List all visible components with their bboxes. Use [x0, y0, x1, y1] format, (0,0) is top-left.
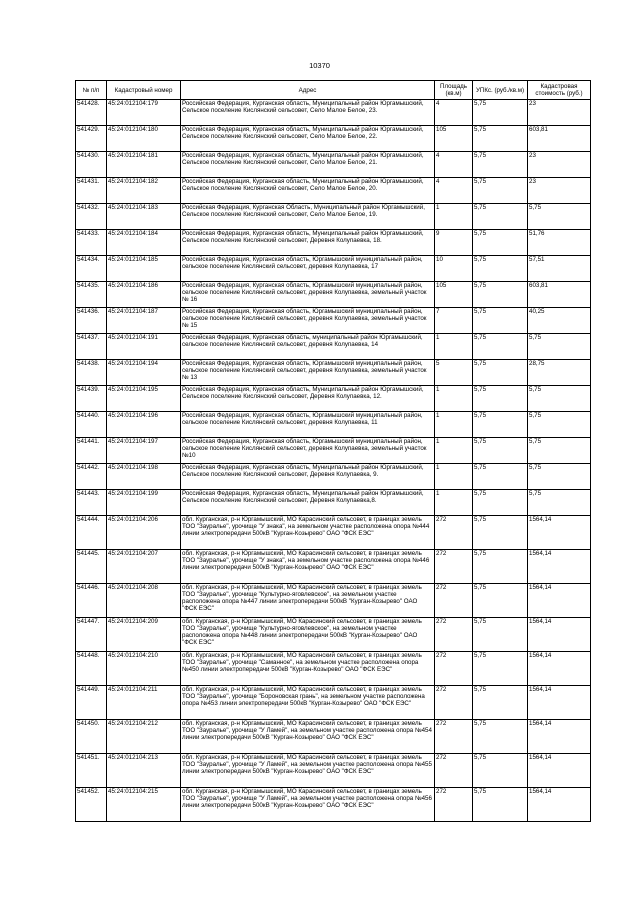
upks-cell: 5,75: [473, 618, 528, 652]
address-cell: Российская Федерация, Курганская область, Муниципальный район Юргамышский, Сельское поселение Кислянский сельсовет, Деревня Колупаевка, 12.: [181, 386, 435, 412]
cadastral-number-cell: 45:24:012104:179: [107, 100, 181, 126]
address-cell: Российская Федерация, Курганская область, муниципальный район Юргамышский, сельское поселение Кислянский сельсовет, деревня Колупаевка, 14: [181, 334, 435, 360]
upks-cell: 5,75: [473, 464, 528, 490]
table-row: [76, 256, 591, 282]
table-row: [76, 282, 591, 308]
table-body: [76, 100, 591, 822]
cadastral-value-cell: 1564,14: [528, 652, 591, 686]
upks-cell: 5,75: [473, 720, 528, 754]
table-row: [76, 334, 591, 360]
cadastral-number-cell: 45:24:012104:191: [107, 334, 181, 360]
cadastral-value-cell: 1564,14: [528, 788, 591, 822]
cadastral-number-cell: 45:24:012104:212: [107, 720, 181, 754]
table-row: [76, 386, 591, 412]
table-row: [76, 204, 591, 230]
table-row: [76, 618, 591, 652]
area-cell: 1: [435, 412, 473, 438]
table-row: [76, 788, 591, 822]
cadastral-value-cell: 23: [528, 100, 591, 126]
address-cell: обл. Курганская, р-н Юргамышский, МО Карасинский сельсовет, в границах земель ТОО "Зауралье", урочище "Саманное", на земельном участке расположена опора №450 линии электропередачи 500кВ "Курган-Козырево" ОАО "ФСК ЕЭС": [181, 652, 435, 686]
row-number-cell: 541447.: [76, 618, 107, 652]
cadastral-number-cell: 45:24:012104:181: [107, 152, 181, 178]
area-cell: 1: [435, 438, 473, 464]
table-row: [76, 178, 591, 204]
area-cell: 272: [435, 686, 473, 720]
row-number-cell: 541428.: [76, 100, 107, 126]
row-number-cell: 541450.: [76, 720, 107, 754]
row-number-cell: 541434.: [76, 256, 107, 282]
row-number-cell: 541431.: [76, 178, 107, 204]
upks-cell: 5,75: [473, 178, 528, 204]
row-number-cell: 541445.: [76, 550, 107, 584]
cadastral-value-cell: 1564,14: [528, 686, 591, 720]
area-cell: 1: [435, 334, 473, 360]
cadastral-number-cell: 45:24:012104:182: [107, 178, 181, 204]
cadastral-number-cell: 45:24:012104:186: [107, 282, 181, 308]
area-cell: 10: [435, 256, 473, 282]
header-cadastral-value: Кадастровая стоимость (руб.): [528, 81, 591, 100]
cadastral-number-cell: 45:24:012104:211: [107, 686, 181, 720]
area-cell: 1: [435, 386, 473, 412]
row-number-cell: 541451.: [76, 754, 107, 788]
page-number: 10370: [309, 61, 330, 70]
row-number-cell: 541440.: [76, 412, 107, 438]
upks-cell: 5,75: [473, 490, 528, 516]
address-cell: Российская Федерация, Курганская область, Муниципальный район Юргамышский, Сельское поселение Кислянский сельсовет, Село Малое Белое, 21.: [181, 152, 435, 178]
row-number-cell: 541439.: [76, 386, 107, 412]
cadastral-number-cell: 45:24:012104:208: [107, 584, 181, 618]
cadastral-value-cell: 23: [528, 178, 591, 204]
address-cell: Российская Федерация, Курганская область, Юргамышский муниципальный район, сельское поселение Кислянский сельсовет, деревня Колупаевка, 17: [181, 256, 435, 282]
row-number-cell: 541446.: [76, 584, 107, 618]
row-number-cell: 541452.: [76, 788, 107, 822]
cadastral-value-cell: 603,81: [528, 126, 591, 152]
upks-cell: 5,75: [473, 754, 528, 788]
table-row: [76, 490, 591, 516]
area-cell: 272: [435, 618, 473, 652]
table-row: [76, 686, 591, 720]
table-row: [76, 360, 591, 386]
upks-cell: 5,75: [473, 152, 528, 178]
table-row: [76, 100, 591, 126]
address-cell: обл. Курганская, р-н Юргамышский, МО Карасинский сельсовет, в границах земель ТОО "Зауралье", урочище "У знака", на земельном участке расположена опора №446 линии электропередачи 500кВ "Курган-Козырево" ОАО "ФСК ЕЭС": [181, 550, 435, 584]
address-cell: обл. Курганская, р-н Юргамышский, МО Карасинский сельсовет, в границах земель ТОО "Зауралье", урочище "Культурно-яговлевское", на земельном участке расположена опора №448 линии электропередачи 500кВ "Курган-Козырево" ОАО "ФСК ЕЭС": [181, 618, 435, 652]
cadastral-value-cell: 5,75: [528, 334, 591, 360]
address-cell: Российская Федерация, Курганская область, Юргамышский муниципальный район, сельское поселение Кислянский сельсовет, деревня Колупаевка, земельный участок № 13: [181, 360, 435, 386]
cadastral-value-table: [75, 80, 591, 822]
area-cell: 5: [435, 360, 473, 386]
cadastral-value-cell: 1564,14: [528, 618, 591, 652]
address-cell: Российская Федерация, Курганская область, Юргамышский муниципальный район, сельское поселение Кислянский сельсовет, деревня Колупаевка, 11: [181, 412, 435, 438]
cadastral-value-cell: 1564,14: [528, 550, 591, 584]
area-cell: 272: [435, 584, 473, 618]
cadastral-number-cell: 45:24:012104:195: [107, 386, 181, 412]
address-cell: Российская Федерация, Курганская Область, Муниципальный район Юргамышский, Сельское поселение Кислянский сельсовет, Село Малое Белое, 19.: [181, 204, 435, 230]
cadastral-value-cell: 5,75: [528, 438, 591, 464]
upks-cell: 5,75: [473, 386, 528, 412]
address-cell: Российская Федерация, Курганская область, Муниципальный район Юргамышский, Сельское поселение Кислянский сельсовет, Деревня Колупаевка, 9.: [181, 464, 435, 490]
area-cell: 1: [435, 490, 473, 516]
upks-cell: 5,75: [473, 516, 528, 550]
row-number-cell: 541443.: [76, 490, 107, 516]
cadastral-value-cell: 5,75: [528, 204, 591, 230]
area-cell: 9: [435, 230, 473, 256]
area-cell: 272: [435, 652, 473, 686]
row-number-cell: 541438.: [76, 360, 107, 386]
cadastral-value-cell: 51,76: [528, 230, 591, 256]
address-cell: Российская Федерация, Курганская область, Юргамышский муниципальный район, сельское поселение Кислянский сельсовет, деревня Колупаевка, земельный участок № 16: [181, 282, 435, 308]
table-row: [76, 438, 591, 464]
area-cell: 7: [435, 308, 473, 334]
address-cell: обл. Курганская, р-н Юргамышский, МО Карасинский сельсовет, в границах земель ТОО "Зауралье", урочище "Культурно-яговлевское", на земельном участке расположена опора №447 линии электропередачи 500кВ "Курган-Козырево" ОАО "ФСК ЕЭС": [181, 584, 435, 618]
cadastral-value-cell: 23: [528, 152, 591, 178]
header-area: Площадь (кв.м): [435, 81, 473, 100]
cadastral-number-cell: 45:24:012104:196: [107, 412, 181, 438]
cadastral-value-cell: 57,51: [528, 256, 591, 282]
upks-cell: 5,75: [473, 256, 528, 282]
cadastral-value-cell: 5,75: [528, 412, 591, 438]
area-cell: 272: [435, 754, 473, 788]
table-header: [76, 81, 591, 100]
address-cell: Российская Федерация, Курганская область, Юргамышский муниципальный район, сельское поселение Кислянский сельсовет, деревня Колупаевка, земельный участок № 15: [181, 308, 435, 334]
area-cell: 4: [435, 178, 473, 204]
cadastral-value-cell: 5,75: [528, 464, 591, 490]
upks-cell: 5,75: [473, 204, 528, 230]
cadastral-value-cell: 28,75: [528, 360, 591, 386]
upks-cell: 5,75: [473, 230, 528, 256]
area-cell: 4: [435, 152, 473, 178]
row-number-cell: 541436.: [76, 308, 107, 334]
row-number-cell: 541435.: [76, 282, 107, 308]
area-cell: 272: [435, 516, 473, 550]
table-row: [76, 652, 591, 686]
table-row: [76, 308, 591, 334]
row-number-cell: 541441.: [76, 438, 107, 464]
row-number-cell: 541429.: [76, 126, 107, 152]
upks-cell: 5,75: [473, 788, 528, 822]
area-cell: 272: [435, 720, 473, 754]
address-cell: обл. Курганская, р-н Юргамышский, МО Карасинский сельсовет, в границах земель ТОО "Зауралье", урочище "У Ламей", на земельном участке расположена опора №456 линии электропередачи 500кВ "Курган-Козырево" ОАО "ФСК ЕЭС": [181, 788, 435, 822]
table-row: [76, 464, 591, 490]
area-cell: 272: [435, 550, 473, 584]
area-cell: 272: [435, 788, 473, 822]
cadastral-number-cell: 45:24:012104:207: [107, 550, 181, 584]
table-row: [76, 126, 591, 152]
cadastral-value-cell: 40,25: [528, 308, 591, 334]
address-cell: Российская Федерация, Курганская область, Муниципальный район Юргамышский, Сельское поселение Кислянский сельсовет, Село Малое Белое, 22.: [181, 126, 435, 152]
header-number: № п/п: [76, 81, 107, 100]
area-cell: 1: [435, 464, 473, 490]
cadastral-value-cell: 1564,14: [528, 584, 591, 618]
header-cadastral-number: Кадастровый номер: [107, 81, 181, 100]
cadastral-number-cell: 45:24:012104:185: [107, 256, 181, 282]
cadastral-value-cell: 1564,14: [528, 754, 591, 788]
address-cell: обл. Курганская, р-н Юргамышский, МО Карасинский сельсовет, в границах земель ТОО "Зауралье", урочище "У Ламей", на земельном участке расположена опора №455 линии электропередачи 500кВ "Курган-Козырево" ОАО "ФСК ЕЭС": [181, 754, 435, 788]
cadastral-number-cell: 45:24:012104:215: [107, 788, 181, 822]
cadastral-number-cell: 45:24:012104:209: [107, 618, 181, 652]
cadastral-value-cell: 5,75: [528, 490, 591, 516]
table-row: [76, 584, 591, 618]
table-row: [76, 516, 591, 550]
row-number-cell: 541432.: [76, 204, 107, 230]
cadastral-number-cell: 45:24:012104:206: [107, 516, 181, 550]
upks-cell: 5,75: [473, 438, 528, 464]
upks-cell: 5,75: [473, 126, 528, 152]
cadastral-number-cell: 45:24:012104:187: [107, 308, 181, 334]
header-upks: УПКс. (руб./кв.м): [473, 81, 528, 100]
table-row: [76, 754, 591, 788]
row-number-cell: 541444.: [76, 516, 107, 550]
cadastral-number-cell: 45:24:012104:180: [107, 126, 181, 152]
area-cell: 4: [435, 100, 473, 126]
cadastral-number-cell: 45:24:012104:198: [107, 464, 181, 490]
row-number-cell: 541442.: [76, 464, 107, 490]
cadastral-number-cell: 45:24:012104:210: [107, 652, 181, 686]
upks-cell: 5,75: [473, 584, 528, 618]
table-row: [76, 412, 591, 438]
row-number-cell: 541430.: [76, 152, 107, 178]
upks-cell: 5,75: [473, 282, 528, 308]
address-cell: обл. Курганская, р-н Юргамышский, МО Карасинский сельсовет, в границах земель ТОО "Зауралье", урочище "У знака", на земельном участке расположена опора №444 линии электропередачи 500кВ "Курган-Козырево" ОАО "ФСК ЕЭС": [181, 516, 435, 550]
area-cell: 105: [435, 126, 473, 152]
table-row: [76, 720, 591, 754]
upks-cell: 5,75: [473, 308, 528, 334]
row-number-cell: 541449.: [76, 686, 107, 720]
upks-cell: 5,75: [473, 412, 528, 438]
address-cell: Российская Федерация, Курганская область, Муниципальный район Юргамышский, Сельское поселение Кислянский сельсовет, Деревня Колупаевка, 18.: [181, 230, 435, 256]
cadastral-number-cell: 45:24:012104:194: [107, 360, 181, 386]
upks-cell: 5,75: [473, 652, 528, 686]
address-cell: Российская Федерация, Курганская область, Муниципальный район Юргамышский, Сельское поселение Кислянский сельсовет, Село Малое Белое, 20.: [181, 178, 435, 204]
row-number-cell: 541448.: [76, 652, 107, 686]
row-number-cell: 541433.: [76, 230, 107, 256]
table-row: [76, 550, 591, 584]
cadastral-number-cell: 45:24:012104:213: [107, 754, 181, 788]
area-cell: 105: [435, 282, 473, 308]
address-cell: Российская Федерация, Курганская область, Муниципальный район Юргамышский, Сельское поселение Кислянский сельсовет, Село Малое Белое, 23.: [181, 100, 435, 126]
upks-cell: 5,75: [473, 360, 528, 386]
cadastral-number-cell: 45:24:012104:184: [107, 230, 181, 256]
upks-cell: 5,75: [473, 550, 528, 584]
cadastral-value-cell: 5,75: [528, 386, 591, 412]
area-cell: 1: [435, 204, 473, 230]
cadastral-value-cell: 1564,14: [528, 516, 591, 550]
upks-cell: 5,75: [473, 100, 528, 126]
table-row: [76, 152, 591, 178]
address-cell: обл. Курганская, р-н Юргамышский, МО Карасинский сельсовет, в границах земель ТОО "Зауралье", урочище "У Ламей", на земельном участке расположена опора №454 линии электропередачи 500кВ "Курган-Козырево" ОАО "ФСК ЕЭС": [181, 720, 435, 754]
upks-cell: 5,75: [473, 686, 528, 720]
address-cell: обл. Курганская, р-н Юргамышский, МО Карасинский сельсовет, в границах земель ТОО "Зауралье", урочище "Бороновская грань", на земельном участке расположена опора №453 линии электропередачи 500кВ "Курган-Козырево" ОАО "ФСК ЕЭС": [181, 686, 435, 720]
cadastral-value-cell: 1564,14: [528, 720, 591, 754]
cadastral-number-cell: 45:24:012104:183: [107, 204, 181, 230]
table-row: [76, 230, 591, 256]
upks-cell: 5,75: [473, 334, 528, 360]
address-cell: Российская Федерация, Курганская область, Муниципальный район Юргамышский, Сельское поселение Кислянский сельсовет, Деревня Колупаевка,8.: [181, 490, 435, 516]
address-cell: Российская Федерация, Курганская область, Юргамышский муниципальный район, сельское поселение Кислянский сельсовет, деревня Колупаевка, земельный участок №10: [181, 438, 435, 464]
cadastral-number-cell: 45:24:012104:197: [107, 438, 181, 464]
header-address: Адрес: [181, 81, 435, 100]
row-number-cell: 541437.: [76, 334, 107, 360]
cadastral-value-cell: 603,81: [528, 282, 591, 308]
cadastral-number-cell: 45:24:012104:199: [107, 490, 181, 516]
